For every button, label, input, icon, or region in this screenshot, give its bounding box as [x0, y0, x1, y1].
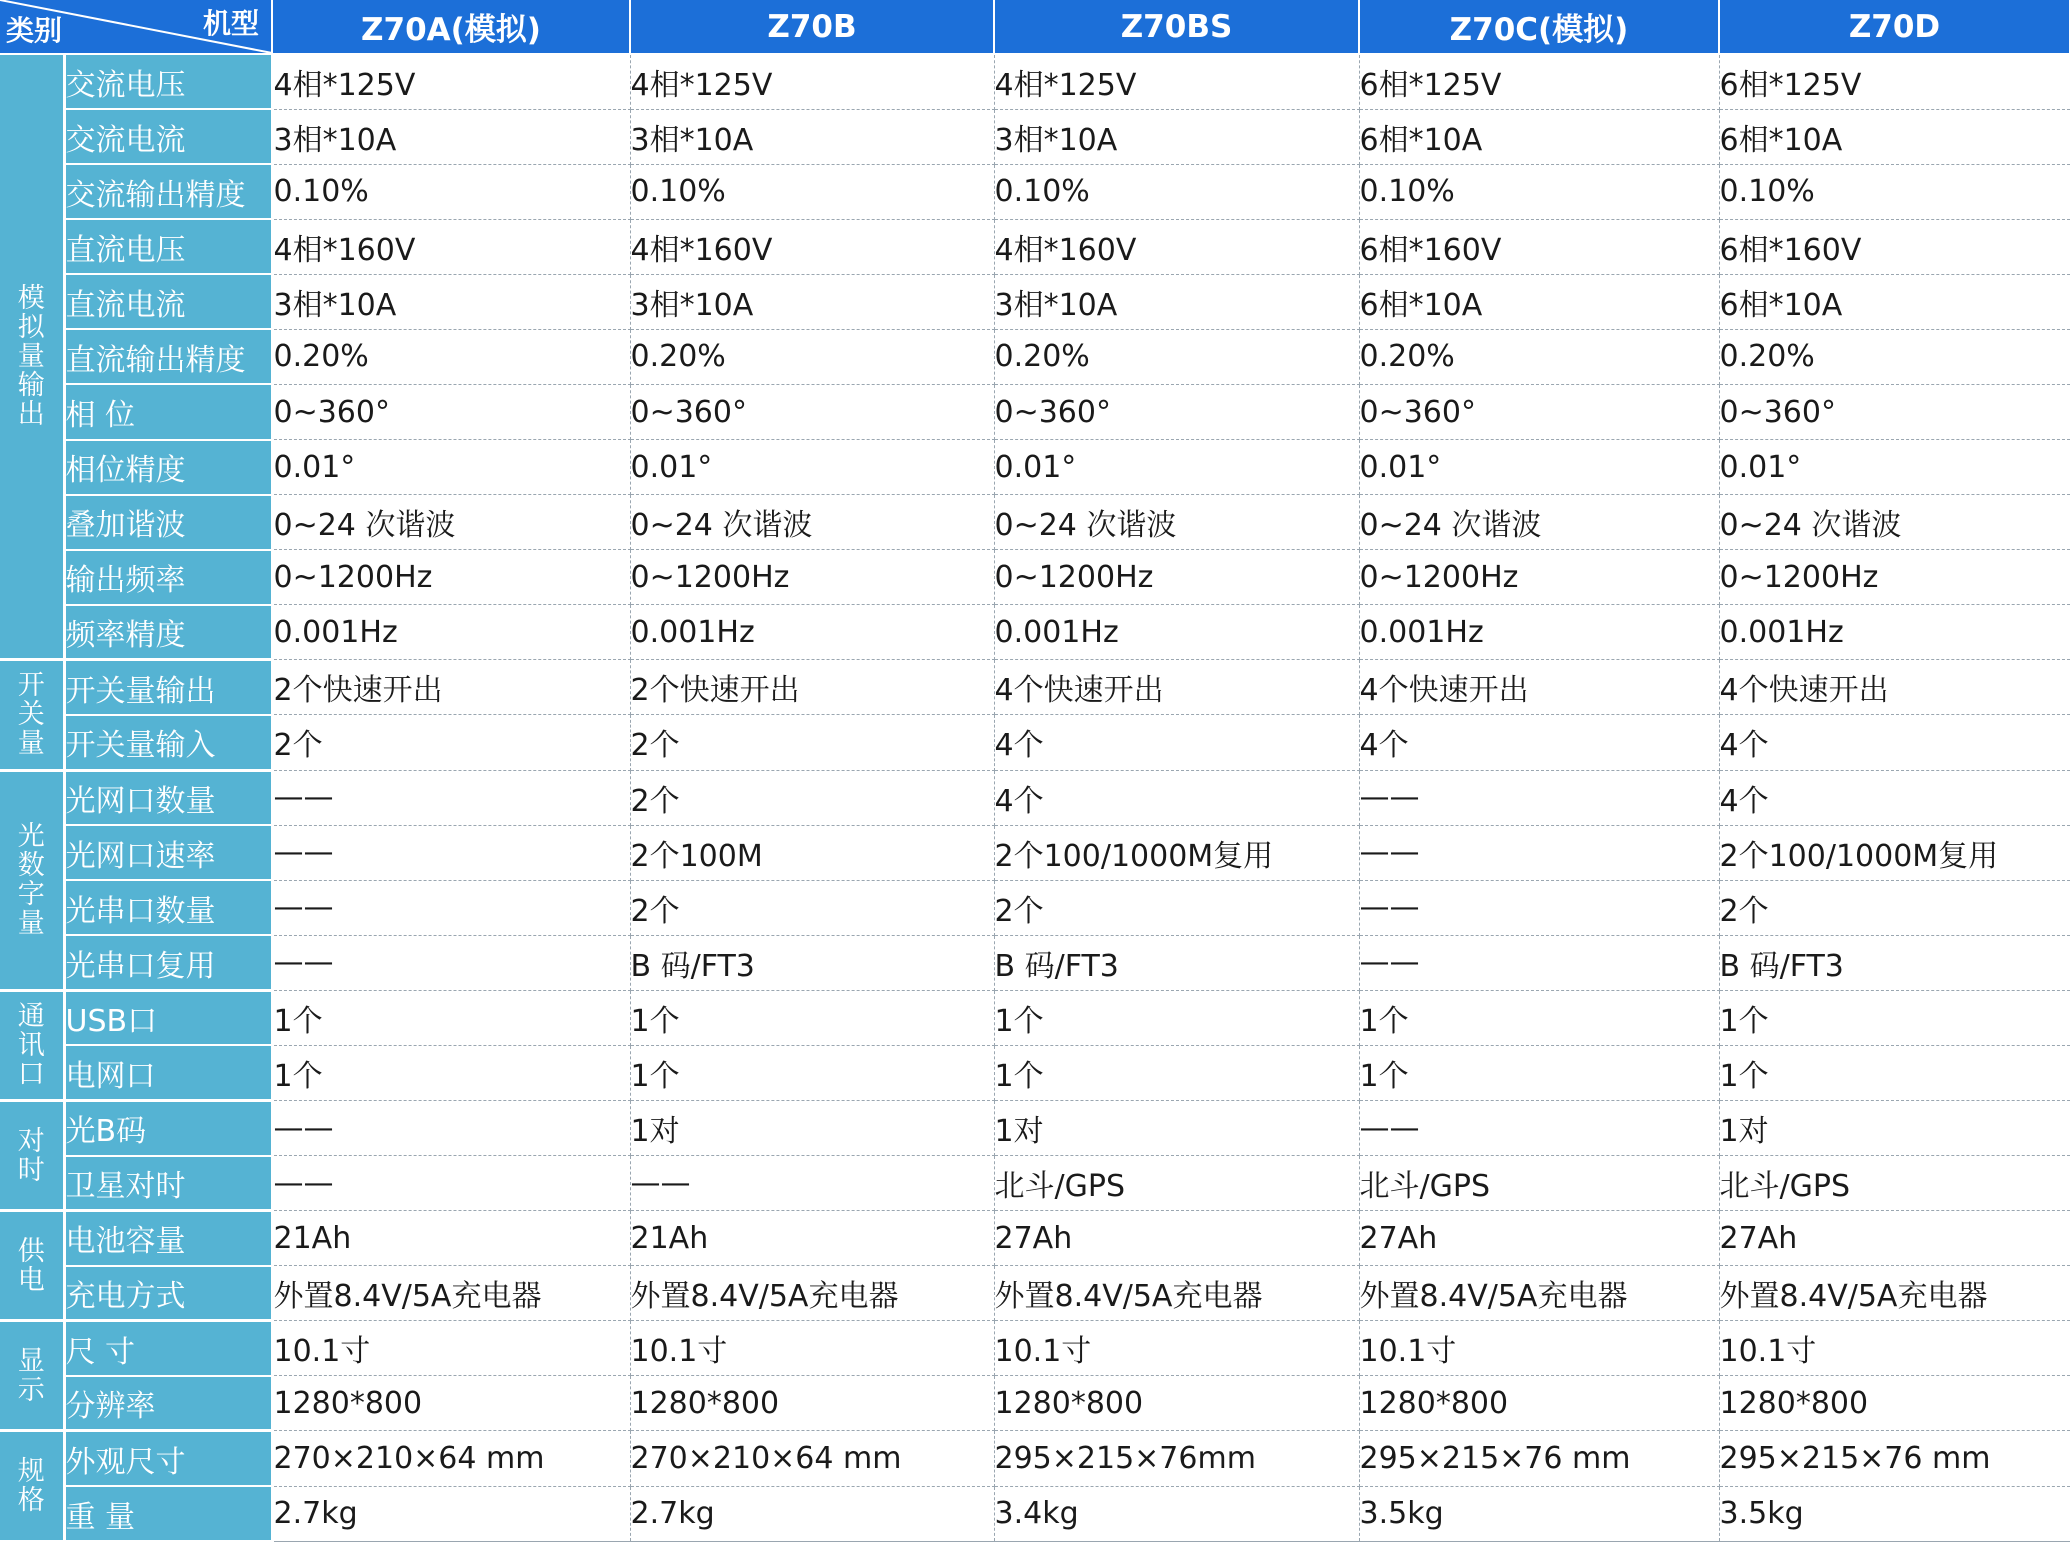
value-cell: ——	[1359, 770, 1719, 825]
table-row	[0, 1321, 2070, 1376]
value-cell: 6相*10A	[1359, 109, 1719, 164]
value-cell: 4个	[994, 770, 1359, 825]
value-cell: 3.5kg	[1359, 1486, 1719, 1541]
param-label: 光串口数量	[64, 880, 272, 935]
value-cell: 0.01°	[272, 440, 630, 495]
value-cell: 1个	[630, 990, 994, 1045]
value-cell: 2个	[630, 770, 994, 825]
value-cell: 0~1200Hz	[994, 550, 1359, 605]
table-row	[0, 1486, 2070, 1541]
category-label: 光数字量	[17, 821, 45, 940]
value-cell: 0.20%	[1719, 329, 2070, 384]
category-cell	[0, 770, 64, 990]
value-cell: 4个快速开出	[994, 660, 1359, 715]
param-label: 电池容量	[64, 1211, 272, 1266]
table-row	[0, 1045, 2070, 1100]
header-row	[0, 0, 2070, 54]
value-cell: 0.001Hz	[630, 605, 994, 660]
param-label: 直流电流	[64, 274, 272, 329]
value-cell: 1个	[1359, 990, 1719, 1045]
param-label: 交流电流	[64, 109, 272, 164]
value-cell: 4个	[1359, 715, 1719, 770]
spec-body	[0, 54, 2070, 1542]
model-header: Z70D	[1719, 0, 2070, 54]
param-label: 光网口数量	[64, 770, 272, 825]
value-cell: 2.7kg	[272, 1486, 630, 1541]
value-cell: 2.7kg	[630, 1486, 994, 1541]
value-cell: 0~24 次谐波	[272, 495, 630, 550]
value-cell: B 码/FT3	[1719, 935, 2070, 990]
value-cell: 6相*160V	[1719, 219, 2070, 274]
param-label: 交流电压	[64, 54, 272, 109]
table-row	[0, 1266, 2070, 1321]
value-cell: 3相*10A	[272, 109, 630, 164]
param-label: 尺 寸	[64, 1321, 272, 1376]
param-label: 直流输出精度	[64, 329, 272, 384]
value-cell: 1个	[272, 1045, 630, 1100]
value-cell: 3相*10A	[272, 274, 630, 329]
value-cell: ——	[1359, 825, 1719, 880]
value-cell: 1280*800	[1719, 1376, 2070, 1431]
value-cell: 0.01°	[1359, 440, 1719, 495]
param-label: USB口	[64, 990, 272, 1045]
value-cell: 0~24 次谐波	[1719, 495, 2070, 550]
value-cell: 270×210×64 mm	[272, 1431, 630, 1486]
value-cell: ——	[1359, 935, 1719, 990]
value-cell: 1280*800	[630, 1376, 994, 1431]
param-label: 相 位	[64, 384, 272, 439]
param-label: 光B码	[64, 1100, 272, 1155]
value-cell: 27Ah	[994, 1211, 1359, 1266]
value-cell: 2个	[994, 880, 1359, 935]
value-cell: 2个100/1000M复用	[994, 825, 1359, 880]
value-cell: 0.20%	[630, 329, 994, 384]
value-cell: 6相*10A	[1719, 274, 2070, 329]
table-row	[0, 715, 2070, 770]
value-cell: 2个	[272, 715, 630, 770]
value-cell: 0.20%	[1359, 329, 1719, 384]
table-row	[0, 990, 2070, 1045]
value-cell: 1个	[994, 1045, 1359, 1100]
category-cell	[0, 660, 64, 770]
table-row	[0, 1376, 2070, 1431]
table-row	[0, 1100, 2070, 1155]
value-cell: 0.01°	[630, 440, 994, 495]
model-header: Z70C(模拟)	[1359, 0, 1719, 54]
table-row	[0, 54, 2070, 109]
value-cell: 北斗/GPS	[1359, 1156, 1719, 1211]
value-cell: B 码/FT3	[630, 935, 994, 990]
value-cell: 4相*160V	[994, 219, 1359, 274]
param-label: 光串口复用	[64, 935, 272, 990]
param-label: 叠加谐波	[64, 495, 272, 550]
value-cell: 0.20%	[272, 329, 630, 384]
value-cell: 4个快速开出	[1359, 660, 1719, 715]
value-cell: 10.1寸	[1719, 1321, 2070, 1376]
value-cell: 1个	[1719, 1045, 2070, 1100]
value-cell: 1280*800	[1359, 1376, 1719, 1431]
value-cell: 3相*10A	[994, 274, 1359, 329]
value-cell: 1个	[1719, 990, 2070, 1045]
value-cell: 2个	[630, 880, 994, 935]
value-cell: 0.001Hz	[272, 605, 630, 660]
model-header-label: 机型	[202, 7, 259, 40]
param-label: 频率精度	[64, 605, 272, 660]
value-cell: 0~24 次谐波	[994, 495, 1359, 550]
table-row	[0, 164, 2070, 219]
value-cell: 0~360°	[1359, 384, 1719, 439]
value-cell: 0.10%	[1359, 164, 1719, 219]
table-row	[0, 825, 2070, 880]
param-label: 充电方式	[64, 1266, 272, 1321]
param-label: 电网口	[64, 1045, 272, 1100]
param-label: 输出频率	[64, 550, 272, 605]
value-cell: 2个	[1719, 880, 2070, 935]
model-header: Z70B	[630, 0, 994, 54]
value-cell: 6相*160V	[1359, 219, 1719, 274]
param-label: 光网口速率	[64, 825, 272, 880]
value-cell: ——	[272, 880, 630, 935]
table-row	[0, 329, 2070, 384]
value-cell: 6相*125V	[1359, 54, 1719, 109]
category-cell	[0, 1211, 64, 1321]
table-row	[0, 384, 2070, 439]
value-cell: 2个	[630, 715, 994, 770]
category-cell	[0, 990, 64, 1100]
table-row	[0, 880, 2070, 935]
param-label: 开关量输出	[64, 660, 272, 715]
value-cell: 1对	[1719, 1100, 2070, 1155]
value-cell: 0.10%	[272, 164, 630, 219]
category-cell	[0, 1431, 64, 1542]
value-cell: 3相*10A	[994, 109, 1359, 164]
value-cell: 外置8.4V/5A充电器	[994, 1266, 1359, 1321]
value-cell: 2个100/1000M复用	[1719, 825, 2070, 880]
value-cell: 北斗/GPS	[1719, 1156, 2070, 1211]
value-cell: 0.10%	[1719, 164, 2070, 219]
value-cell: 4个快速开出	[1719, 660, 2070, 715]
value-cell: 1280*800	[994, 1376, 1359, 1431]
value-cell: 1对	[994, 1100, 1359, 1155]
value-cell: ——	[630, 1156, 994, 1211]
category-cell	[0, 54, 64, 660]
category-label: 规格	[17, 1456, 45, 1517]
value-cell: 295×215×76 mm	[1359, 1431, 1719, 1486]
value-cell: 270×210×64 mm	[630, 1431, 994, 1486]
value-cell: 6相*10A	[1719, 109, 2070, 164]
table-row	[0, 550, 2070, 605]
value-cell: 0.001Hz	[1719, 605, 2070, 660]
value-cell: 0.20%	[994, 329, 1359, 384]
category-cell	[0, 1321, 64, 1431]
value-cell: ——	[272, 770, 630, 825]
category-label: 模拟量输出	[17, 283, 45, 431]
param-label: 相位精度	[64, 440, 272, 495]
param-label: 直流电压	[64, 219, 272, 274]
value-cell: 3.5kg	[1719, 1486, 2070, 1541]
value-cell: 2个快速开出	[272, 660, 630, 715]
value-cell: 6相*125V	[1719, 54, 2070, 109]
value-cell: 外置8.4V/5A充电器	[630, 1266, 994, 1321]
value-cell: 0~360°	[630, 384, 994, 439]
value-cell: 4个	[994, 715, 1359, 770]
table-row	[0, 660, 2070, 715]
table-row	[0, 495, 2070, 550]
value-cell: 2个快速开出	[630, 660, 994, 715]
param-label: 开关量输入	[64, 715, 272, 770]
value-cell: 3相*10A	[630, 274, 994, 329]
value-cell: 295×215×76mm	[994, 1431, 1359, 1486]
value-cell: 0~1200Hz	[1719, 550, 2070, 605]
value-cell: 外置8.4V/5A充电器	[1359, 1266, 1719, 1321]
header-corner-cell	[0, 0, 272, 54]
table-row	[0, 1211, 2070, 1266]
category-header-label: 类别	[6, 14, 63, 47]
table-row	[0, 605, 2070, 660]
value-cell: 外置8.4V/5A充电器	[272, 1266, 630, 1321]
param-label: 分辨率	[64, 1376, 272, 1431]
table-row	[0, 440, 2070, 495]
category-label: 供电	[17, 1235, 45, 1296]
value-cell: B 码/FT3	[994, 935, 1359, 990]
value-cell: 4个	[1719, 715, 2070, 770]
value-cell: ——	[272, 1100, 630, 1155]
category-cell	[0, 1100, 64, 1210]
table-row	[0, 274, 2070, 329]
value-cell: 4相*160V	[630, 219, 994, 274]
param-label: 重 量	[64, 1486, 272, 1541]
value-cell: 4相*125V	[630, 54, 994, 109]
table-row	[0, 219, 2070, 274]
table-row	[0, 109, 2070, 164]
table-row	[0, 770, 2070, 825]
category-label: 对时	[17, 1125, 45, 1186]
value-cell: ——	[272, 1156, 630, 1211]
model-header: Z70A(模拟)	[272, 0, 630, 54]
table-row	[0, 1156, 2070, 1211]
value-cell: 21Ah	[630, 1211, 994, 1266]
value-cell: ——	[1359, 880, 1719, 935]
category-label: 显示	[17, 1345, 45, 1406]
value-cell: 4相*160V	[272, 219, 630, 274]
value-cell: 0.01°	[994, 440, 1359, 495]
value-cell: 0.001Hz	[1359, 605, 1719, 660]
value-cell: 0.001Hz	[994, 605, 1359, 660]
value-cell: 0~1200Hz	[1359, 550, 1719, 605]
category-label: 通讯口	[17, 1000, 45, 1090]
value-cell: 6相*10A	[1359, 274, 1719, 329]
table-row	[0, 935, 2070, 990]
value-cell: 1对	[630, 1100, 994, 1155]
value-cell: 1个	[272, 990, 630, 1045]
value-cell: 10.1寸	[630, 1321, 994, 1376]
value-cell: 外置8.4V/5A充电器	[1719, 1266, 2070, 1321]
category-label: 开关量	[17, 670, 45, 760]
value-cell: ——	[272, 935, 630, 990]
value-cell: 0~1200Hz	[630, 550, 994, 605]
value-cell: 0~1200Hz	[272, 550, 630, 605]
table-row	[0, 1431, 2070, 1486]
value-cell: 4个	[1719, 770, 2070, 825]
value-cell: 3.4kg	[994, 1486, 1359, 1541]
value-cell: 27Ah	[1719, 1211, 2070, 1266]
value-cell: 0.10%	[994, 164, 1359, 219]
param-label: 交流输出精度	[64, 164, 272, 219]
value-cell: 1280*800	[272, 1376, 630, 1431]
value-cell: 北斗/GPS	[994, 1156, 1359, 1211]
value-cell: 27Ah	[1359, 1211, 1719, 1266]
value-cell: 3相*10A	[630, 109, 994, 164]
value-cell: 10.1寸	[272, 1321, 630, 1376]
value-cell: 0~360°	[994, 384, 1359, 439]
value-cell: 0~360°	[1719, 384, 2070, 439]
value-cell: 10.1寸	[1359, 1321, 1719, 1376]
value-cell: 1个	[630, 1045, 994, 1100]
param-label: 卫星对时	[64, 1156, 272, 1211]
value-cell: 21Ah	[272, 1211, 630, 1266]
param-label: 外观尺寸	[64, 1431, 272, 1486]
value-cell: 1个	[1359, 1045, 1719, 1100]
value-cell: 10.1寸	[994, 1321, 1359, 1376]
value-cell: ——	[272, 825, 630, 880]
value-cell: 2个100M	[630, 825, 994, 880]
value-cell: 295×215×76 mm	[1719, 1431, 2070, 1486]
value-cell: ——	[1359, 1100, 1719, 1155]
value-cell: 4相*125V	[994, 54, 1359, 109]
model-header: Z70BS	[994, 0, 1359, 54]
value-cell: 0.01°	[1719, 440, 2070, 495]
value-cell: 0.10%	[630, 164, 994, 219]
value-cell: 4相*125V	[272, 54, 630, 109]
value-cell: 0~360°	[272, 384, 630, 439]
value-cell: 1个	[994, 990, 1359, 1045]
value-cell: 0~24 次谐波	[630, 495, 994, 550]
value-cell: 0~24 次谐波	[1359, 495, 1719, 550]
